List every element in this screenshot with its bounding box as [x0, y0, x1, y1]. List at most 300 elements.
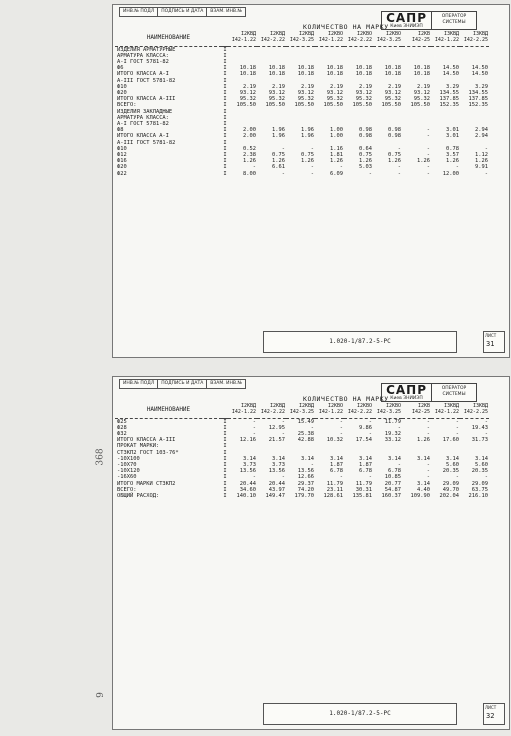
cell-value: 105.50 [236, 102, 256, 109]
cell-value: 2.19 [359, 83, 372, 90]
cell-value: 95.32 [384, 96, 401, 103]
column-separator: I [223, 102, 227, 109]
operator-label: ОПЕРАТОР СИСТЕМЫ [432, 11, 477, 30]
sheet-number: 32 [486, 712, 495, 720]
cell-value: 49.70 [442, 486, 459, 493]
cell-value: 95.32 [326, 96, 343, 103]
cell-value: 29.09 [471, 480, 488, 487]
sheet-label: ЛИСТ [485, 333, 497, 338]
sheet-page-31 [112, 4, 510, 358]
row-name: ОБЩИЙ РАСХОД: [117, 493, 160, 500]
cell-value: - [368, 170, 372, 177]
cell-value: - [484, 474, 488, 481]
row-name: ИЗДЕЛИЯ АРМАТУРНЫЕ [117, 46, 176, 53]
row-name: ИЗДЕЛИЯ ЗАКЛАДНЫЕ [117, 108, 173, 115]
cell-value: 15.49 [297, 418, 314, 425]
cell-value: 3.14 [330, 455, 343, 462]
column-separator: I [223, 133, 227, 140]
column-separator: I [223, 127, 227, 134]
cell-value: 0.75 [359, 152, 372, 159]
cell-value: - [310, 462, 314, 469]
cell-value: 216.10 [468, 493, 488, 500]
cell-value: 30.31 [355, 486, 372, 493]
row-name: А-III ГОСТ 5781-82 [117, 77, 176, 84]
quantity-title: КОЛИЧЕСТВО НА МАРКУ [303, 395, 389, 403]
cell-value: 10.18 [297, 71, 314, 78]
cell-value: 95.32 [297, 96, 314, 103]
cell-value: - [455, 164, 459, 171]
quantity-title: КОЛИЧЕСТВО НА МАРКУ [303, 23, 389, 31]
cell-value: 202.04 [439, 493, 459, 500]
operator-label: ОПЕРАТОР СИСТЕМЫ [432, 383, 477, 402]
sheet-number: 31 [486, 340, 495, 348]
row-name: А-III ГОСТ 5781-82 [117, 139, 176, 146]
cell-value: - [484, 145, 488, 152]
cell-value: - [455, 424, 459, 431]
cell-value: 5.60 [475, 462, 488, 469]
cell-value: - [397, 424, 401, 431]
cell-value: 8.00 [243, 170, 256, 177]
cell-value: 1.26 [475, 158, 488, 165]
cell-value: 63.75 [471, 486, 488, 493]
cell-value: - [455, 474, 459, 481]
table-row [115, 493, 489, 499]
row-name: АРМАТУРА КЛАССА: [117, 52, 169, 59]
cell-value: 12.00 [442, 170, 459, 177]
column-separator: I [223, 474, 227, 481]
cell-value: 10.18 [239, 71, 256, 78]
cell-value: 19.43 [471, 424, 488, 431]
cell-value: 11.79 [355, 480, 372, 487]
cell-value: 1.26 [301, 158, 314, 165]
cell-value: 11.79 [326, 480, 343, 487]
column-header: I42-25 [411, 36, 430, 43]
cell-value: - [252, 418, 256, 425]
cell-value: 149.47 [265, 493, 285, 500]
column-separator: I [223, 139, 227, 146]
cell-value: 4.40 [417, 486, 430, 493]
cell-value: - [339, 424, 343, 431]
column-header: I42-1.22 [434, 408, 459, 415]
cell-value: 152.35 [468, 102, 488, 109]
cell-value: 1.87 [330, 462, 343, 469]
cell-value: 1.26 [446, 158, 459, 165]
cell-value: - [368, 474, 372, 481]
column-header: I2КВД [298, 403, 314, 409]
cell-value: 1.26 [417, 158, 430, 165]
cell-value: - [484, 418, 488, 425]
stamp-replace-label: ВЗАМ. ИНВ.№ [206, 7, 246, 17]
column-separator: I [223, 121, 227, 128]
column-header: I3КВД [472, 403, 488, 409]
cell-value: 0.75 [388, 152, 401, 159]
column-header: I42-2.25 [463, 408, 488, 415]
spec-table [115, 404, 489, 499]
cell-value: 34.60 [239, 486, 256, 493]
cell-value: 20.44 [239, 480, 256, 487]
cell-value: 3.14 [359, 455, 372, 462]
cell-value: - [426, 145, 430, 152]
cell-value: 12.66 [297, 474, 314, 481]
column-separator: I [223, 443, 227, 450]
cell-value: - [252, 431, 256, 437]
cell-value: 20.44 [268, 480, 285, 487]
column-header: I42-1.22 [318, 408, 343, 415]
cell-value: - [281, 431, 285, 437]
cell-value: - [252, 164, 256, 171]
cell-value: 93.12 [326, 90, 343, 97]
cell-value: 0.75 [301, 152, 314, 159]
cell-value: 1.26 [388, 158, 401, 165]
cell-value: 10.18 [326, 71, 343, 78]
cell-value: 0.75 [272, 152, 285, 159]
cell-value [402, 46, 431, 53]
cell-value: 1.12 [475, 152, 488, 159]
row-name: -10Х70 [117, 462, 137, 469]
cell-value: - [426, 424, 430, 431]
cell-value: 0.78 [446, 145, 459, 152]
cell-value: - [426, 133, 430, 140]
cell-value: 21.57 [268, 437, 285, 444]
column-header: I42-2.22 [260, 408, 285, 415]
spec-table [115, 32, 489, 177]
cell-value: 1.26 [272, 158, 285, 165]
row-name: -10Х100 [117, 455, 140, 462]
row-name: -10Х120 [117, 468, 140, 475]
cell-value: 3.14 [243, 455, 256, 462]
column-separator: I [223, 437, 227, 444]
cell-value: 1.26 [417, 437, 430, 444]
cell-value: - [426, 127, 430, 134]
cell-value: 137.85 [468, 96, 488, 103]
column-separator: I [223, 114, 227, 121]
column-header: I42-2.22 [260, 36, 285, 43]
cell-value: 10.18 [326, 65, 343, 72]
cell-value [228, 46, 257, 53]
column-header: I42-2.22 [347, 36, 372, 43]
row-name: -16Х60 [117, 474, 137, 481]
column-separator: I [223, 152, 227, 159]
name-header: НАИМЕНОВАНИЕ [146, 405, 191, 413]
cell-value: - [455, 418, 459, 425]
column-separator: I [223, 449, 227, 456]
cell-value: 2.19 [388, 83, 401, 90]
column-header: I2КВД [269, 403, 285, 409]
cell-value: 1.87 [359, 462, 372, 469]
cell-value: 11.79 [384, 418, 401, 425]
cell-value: 3.29 [446, 83, 459, 90]
column-header: I42-25 [411, 408, 430, 415]
table-row [115, 418, 489, 425]
column-separator: I [223, 108, 227, 115]
row-name: Ф16 [117, 158, 127, 165]
cell-value: 20.77 [384, 480, 401, 487]
column-header: I3КВД [472, 31, 488, 37]
approval-stamp [119, 379, 245, 389]
column-header: I42-3.25 [376, 36, 401, 43]
cell-value: - [426, 431, 430, 437]
cell-value: 0.98 [359, 133, 372, 140]
cell-value: - [281, 170, 285, 177]
cell-value: 179.70 [294, 493, 314, 500]
cell-value: 1.96 [272, 133, 285, 140]
cell-value: 5.03 [359, 164, 372, 171]
cell-value: 2.38 [243, 152, 256, 159]
row-name: ИТОГО КЛАССА А-I [117, 71, 169, 78]
cell-value: 2.00 [243, 127, 256, 134]
column-separator: I [223, 462, 227, 469]
cell-value: 105.50 [323, 102, 343, 109]
cell-value: 54.87 [384, 486, 401, 493]
cell-value: 29.09 [442, 480, 459, 487]
cell-value: 10.18 [413, 71, 430, 78]
column-separator: I [223, 424, 227, 431]
cell-value: 10.18 [413, 65, 430, 72]
cell-value: - [397, 164, 401, 171]
cell-value: 95.32 [268, 96, 285, 103]
cell-value: 43.97 [268, 486, 285, 493]
cell-value: 135.81 [352, 493, 372, 500]
column-separator: I [223, 77, 227, 84]
column-separator: I [223, 65, 227, 72]
cell-value: - [281, 418, 285, 425]
cell-value: 109.90 [410, 493, 430, 500]
cell-value: 14.50 [442, 65, 459, 72]
row-name: СТ3КП2 ГОСТ 103-76* [117, 449, 179, 456]
cell-value: 1.26 [359, 158, 372, 165]
row-name: А-I ГОСТ 5781-82 [117, 59, 169, 65]
cell-value: 17.54 [355, 437, 372, 444]
cell-value: 1.26 [243, 158, 256, 165]
cell-value: - [484, 170, 488, 177]
cell-value: 74.20 [297, 486, 314, 493]
cell-value: 105.50 [410, 102, 430, 109]
cell-value: 19.32 [384, 431, 401, 437]
cell-value: 0.98 [359, 127, 372, 134]
stamp-inv-label: ИНВ.№ ПОДЛ [119, 379, 158, 389]
row-name: Ф10 [117, 145, 127, 152]
row-name: Ф22 [117, 170, 127, 177]
cell-value: 17.60 [442, 437, 459, 444]
sheet-number-box [483, 703, 505, 725]
cell-value: 31.73 [471, 437, 488, 444]
row-name: ИТОГО КЛАССА А-III [117, 437, 176, 444]
stamp-sign-label: ПОДПИСЬ И ДАТА [157, 379, 207, 389]
cell-value: - [252, 424, 256, 431]
row-name: Ф12 [117, 152, 127, 159]
table-row [115, 171, 489, 177]
sapr-block [381, 11, 477, 30]
column-separator: I [223, 52, 227, 59]
row-name: ИТОГО КЛАССА А-I [117, 133, 169, 140]
column-header: I3КВД [443, 403, 459, 409]
margin-mark: 9 [95, 692, 106, 698]
cell-value: 3.14 [417, 455, 430, 462]
column-separator: I [223, 83, 227, 90]
column-separator: I [223, 46, 227, 53]
cell-value: - [368, 431, 372, 437]
column-separator: I [223, 71, 227, 78]
cell-value: 95.32 [355, 96, 372, 103]
column-separator: I [223, 164, 227, 171]
cell-value: 95.32 [413, 96, 430, 103]
row-name: Ф32 [117, 431, 127, 437]
margin-mark: 368 [95, 448, 106, 466]
cell-value: 105.50 [265, 102, 285, 109]
sapr-title: САПР [386, 11, 427, 25]
cell-value: 3.14 [475, 455, 488, 462]
document-code: 1.020-1/87.2-5-РС [263, 703, 457, 725]
cell-value: 3.01 [446, 127, 459, 134]
column-separator: I [223, 431, 227, 437]
cell-value: - [397, 170, 401, 177]
stamp-sign-label: ПОДПИСЬ И ДАТА [157, 7, 207, 17]
cell-value: 14.50 [471, 65, 488, 72]
column-header: I42-1.22 [231, 36, 256, 43]
column-header: I2КВД [269, 31, 285, 37]
cell-value: 10.85 [384, 474, 401, 481]
cell-value: - [397, 145, 401, 152]
cell-value: 0.64 [359, 145, 372, 152]
cell-value: - [397, 462, 401, 469]
cell-value [460, 46, 489, 53]
cell-value: - [426, 474, 430, 481]
cell-value [431, 46, 460, 53]
row-name: Ф6 [117, 65, 124, 72]
row-name: ИТОГО МАРКИ СТ3КП2 [117, 480, 176, 487]
cell-value: 10.18 [239, 65, 256, 72]
cell-value: 3.14 [272, 455, 285, 462]
column-separator: I [223, 480, 227, 487]
cell-value: 12.95 [268, 424, 285, 431]
column-header: I42-3.25 [289, 408, 314, 415]
row-name: ВСЕГО: [117, 486, 137, 493]
cell-value: 93.12 [384, 90, 401, 97]
cell-value: 29.37 [297, 480, 314, 487]
sapr-subtitle: Киев ЗНИИЭП [390, 24, 423, 29]
row-name: ИТОГО КЛАССА А-III [117, 96, 176, 103]
cell-value: 25.38 [297, 431, 314, 437]
row-name: Ф25 [117, 418, 127, 425]
cell-value: 13.56 [268, 468, 285, 475]
cell-value: - [339, 418, 343, 425]
cell-value: 3.14 [446, 455, 459, 462]
sheet-page-32 [112, 376, 510, 730]
cell-value: 1.16 [330, 145, 343, 152]
cell-value: 1.00 [330, 127, 343, 134]
cell-value: 3.29 [475, 83, 488, 90]
cell-value: 33.12 [384, 437, 401, 444]
cell-value: 2.94 [475, 133, 488, 140]
cell-value: 10.18 [268, 65, 285, 72]
column-separator: I [223, 486, 227, 493]
row-name: ВСЕГО: [117, 102, 137, 109]
cell-value: - [484, 431, 488, 437]
cell-value: 3.57 [446, 152, 459, 159]
cell-value: 128.61 [323, 493, 343, 500]
cell-value: 42.88 [297, 437, 314, 444]
column-header: I2КВО [385, 403, 401, 409]
column-header: I42-3.25 [376, 408, 401, 415]
cell-value: - [310, 145, 314, 152]
cell-value: 134.55 [468, 90, 488, 97]
column-header: I2КВД [240, 403, 256, 409]
cell-value: - [310, 170, 314, 177]
cell-value: - [252, 474, 256, 481]
sheet-label: ЛИСТ [485, 705, 497, 710]
column-header: I2КВО [327, 31, 343, 37]
cell-value: - [310, 164, 314, 171]
cell-value: 1.00 [330, 133, 343, 140]
column-separator: I [223, 170, 227, 177]
column-header: I42-1.22 [231, 408, 256, 415]
cell-value: 3.14 [388, 455, 401, 462]
cell-value: 1.81 [330, 152, 343, 159]
cell-value: 160.37 [381, 493, 401, 500]
cell-value: - [426, 468, 430, 475]
sapr-title: САПР [386, 383, 427, 397]
cell-value: 105.50 [381, 102, 401, 109]
sheet-number-box [483, 331, 505, 353]
cell-value: 0.98 [388, 127, 401, 134]
cell-value: 93.12 [297, 90, 314, 97]
cell-value: 0.98 [388, 133, 401, 140]
cell-value: 93.12 [239, 90, 256, 97]
row-name: Ф28 [117, 424, 127, 431]
column-header: I2КВД [240, 31, 256, 37]
cell-value: 13.56 [297, 468, 314, 475]
cell-value: 10.18 [268, 71, 285, 78]
cell-value: - [426, 462, 430, 469]
cell-value: - [426, 170, 430, 177]
column-header: I42-1.22 [318, 36, 343, 43]
cell-value: 2.00 [243, 133, 256, 140]
cell-value: - [426, 152, 430, 159]
cell-value: 3.14 [417, 480, 430, 487]
cell-value: 10.18 [355, 71, 372, 78]
column-header: I2КВД [298, 31, 314, 37]
column-separator: I [223, 90, 227, 97]
cell-value: 10.18 [384, 71, 401, 78]
cell-value: 6.78 [330, 468, 343, 475]
cell-value: 23.11 [326, 486, 343, 493]
column-header: I42-3.25 [289, 36, 314, 43]
column-header: I2КВО [356, 31, 372, 37]
stamp-replace-label: ВЗАМ. ИНВ.№ [206, 379, 246, 389]
column-header: I42-2.25 [463, 36, 488, 43]
cell-value: 93.12 [355, 90, 372, 97]
cell-value: 140.10 [236, 493, 256, 500]
column-header: I42-2.22 [347, 408, 372, 415]
cell-value: 13.56 [239, 468, 256, 475]
column-separator: I [223, 455, 227, 462]
cell-value: - [455, 431, 459, 437]
cell-value: 14.50 [471, 71, 488, 78]
column-separator: I [223, 96, 227, 103]
column-separator: I [223, 418, 227, 425]
cell-value [344, 46, 373, 53]
cell-value: - [339, 164, 343, 171]
cell-value: 10.32 [326, 437, 343, 444]
column-separator: I [223, 493, 227, 500]
cell-value: 105.50 [352, 102, 372, 109]
column-separator: I [223, 468, 227, 475]
cell-value: 0.52 [243, 145, 256, 152]
cell-value: 12.16 [239, 437, 256, 444]
row-name: ПРОКАТ МАРКИ: [117, 443, 160, 450]
cell-value: 2.19 [301, 83, 314, 90]
cell-value: 10.18 [297, 65, 314, 72]
